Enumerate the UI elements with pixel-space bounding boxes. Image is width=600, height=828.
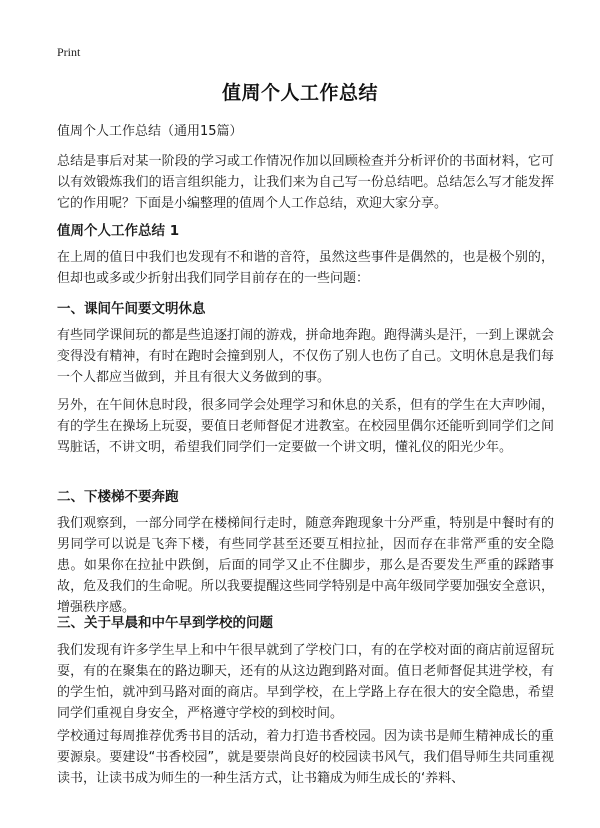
- section-paragraph: 在上周的值日中我们也发现有不和谐的音符，虽然这些事件是偶然的，也是极个别的，但却也或多或少折射出我们同学目前存在的一些问题：: [57, 250, 554, 286]
- document-title: 值周个人工作总结: [221, 82, 378, 104]
- intro-paragraph: 总结是事后对某一阶段的学习或工作情况作加以回顾检查并分析评价的书面材料，它可以有效锻炼我们的语言组织能力，让我们来为自己写一份总结吧。总结怎么写才能发挥它的作用呢？下面是小编整理的值周个人工作总结，欢迎大家分享。: [57, 154, 554, 211]
- subsection-heading-2: 二、下楼梯不要奔跑: [57, 489, 179, 505]
- subsection-heading-1: 一、课间午间要文明休息: [57, 301, 206, 317]
- document-subtitle: 值周个人工作总结（通用15篇）: [57, 124, 243, 139]
- section-heading: 值周个人工作总结 1: [57, 223, 180, 239]
- paragraph-1a: 有些同学课间玩的都是些追逐打闹的游戏，拼命地奔跑。跑得满头是汗，一到上课就会变得没有精神，有时在跑时会撞到别人，不仅伤了别人也伤了自己。文明休息是我们每一个人都应当做到，并且有很大义务做到的事。: [57, 328, 554, 385]
- paragraph-2: 我们观察到，一部分同学在楼梯间行走时，随意奔跑现象十分严重，特别是中餐时有的男同学可以说是飞奔下楼，有些同学甚至还要互相拉扯，因而存在非常严重的安全隐患。如果你在拉扯中跌倒，后面的同学又止不住脚步，那么是否要发生严重的踩踏事故，危及我们的生命呢。所以我要提醒这些同学特别是中高年级同学要加强安全意识，增强秩序感。: [57, 516, 554, 615]
- paragraph-3a: 我们发现有许多学生早上和中午很早就到了学校门口，有的在学校对面的商店前逗留玩耍，有的在聚集在的路边聊天，还有的从这边跑到路对面。值日老师督促其进学校，有的学生怕，就冲到马路对面的商店。早到学校，在上学路上存在很大的安全隐患，希望同学们重视自身安全，严格遵守学校的到校时间。: [57, 643, 554, 721]
- paragraph-3b: 学校通过每周推荐优秀书目的活动，着力打造书香校园。因为读书是师生精神成长的重要源泉。要建设“书香校园”，就是要崇尚良好的校园读书风气，我们倡导师生共同重视读书，让读书成为师生的一种生活方式，让书籍成为师生成长的‘养料、: [57, 729, 554, 786]
- subsection-heading-3: 三、关于早晨和中午早到学校的问题: [57, 615, 273, 631]
- print-link[interactable]: Print: [57, 45, 81, 59]
- paragraph-1b: 另外，在午间休息时段，很多同学会处理学习和休息的关系，但有的学生在大声吵闹，有的学生在操场上玩耍，要值日老师督促才进教室。在校园里偶尔还能听到同学们之间骂脏话，不讲文明，希望我们同学们一定要做一个讲文明，懂礼仪的阳光少年。: [57, 398, 554, 455]
